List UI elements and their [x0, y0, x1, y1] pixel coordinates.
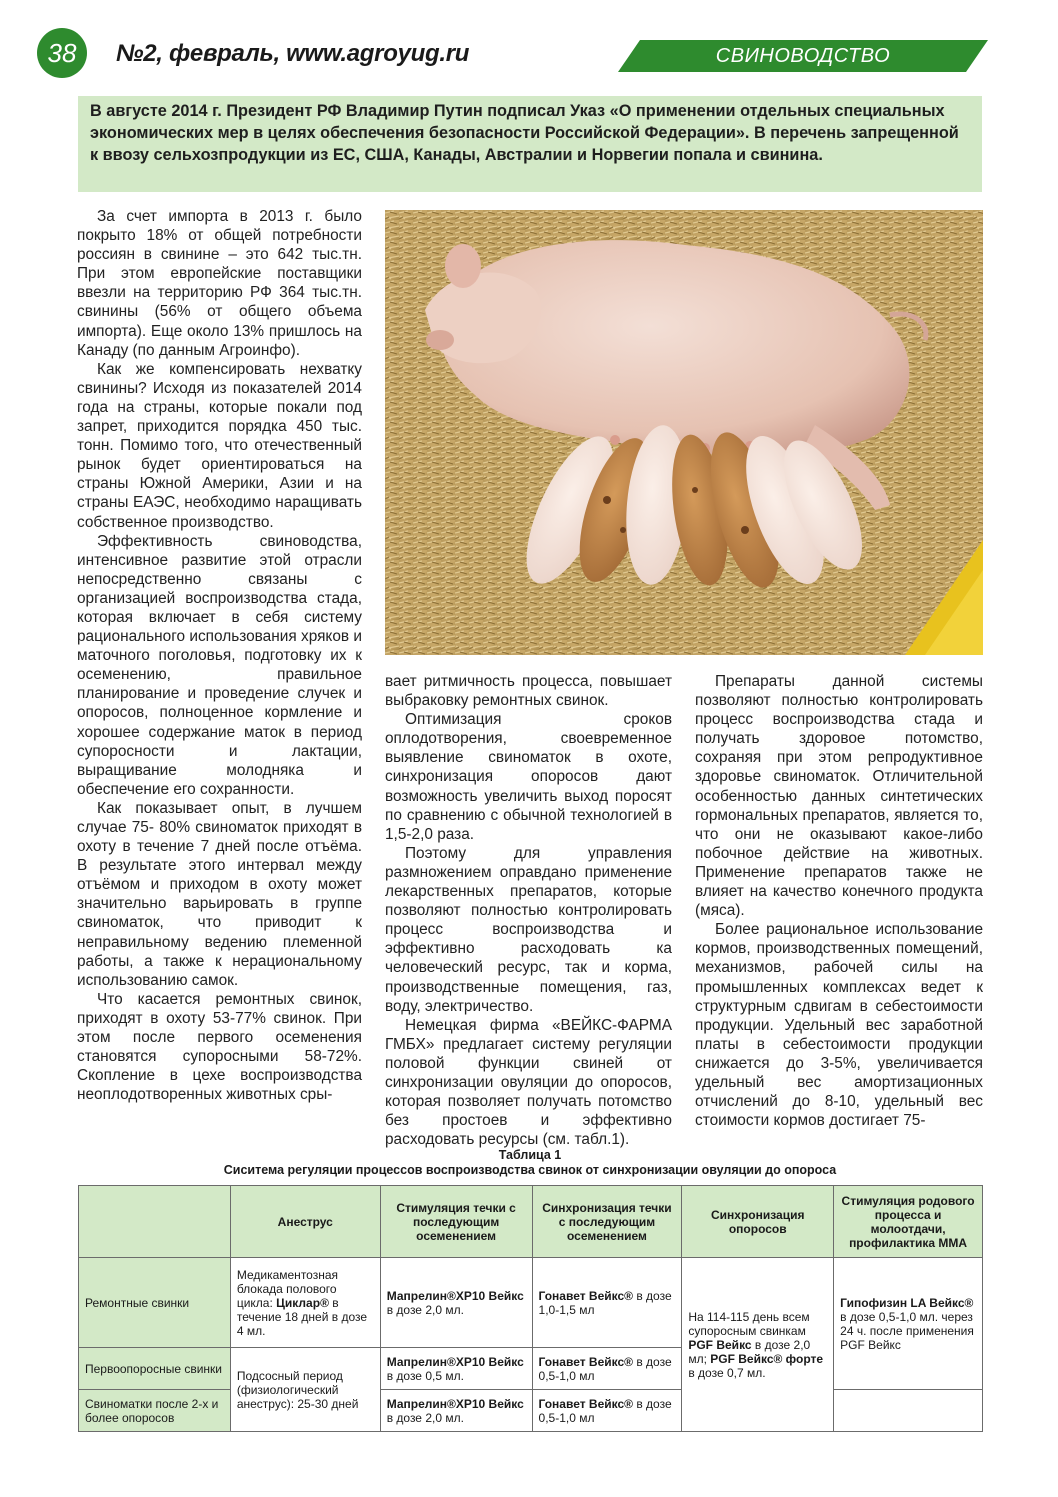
- dose-text: в дозе 0,5 мл.: [386, 1368, 464, 1383]
- stimulation-cell: [380, 1348, 532, 1390]
- stimulation-cell: [380, 1390, 532, 1432]
- page-number: 38: [37, 28, 87, 78]
- farrowing-sync-cell: [682, 1258, 834, 1432]
- table-caption: [78, 1148, 982, 1178]
- drug-name: Мапрелин®XP10 Вейкс: [386, 1396, 524, 1411]
- cell-text: На 114-115 день всем супоросным свинкам: [688, 1309, 810, 1338]
- row-label: Свиноматки после 2-х и более опоросов: [79, 1390, 231, 1432]
- empty-cell: [834, 1390, 983, 1432]
- header-cell: [79, 1186, 231, 1258]
- paragraph: Как показывает опыт, в лучшем случае 75- 80% свиноматок приходят в охоту в течение 7 дней после отъёма. В результате этого интервал между отъёмом и приходом в охоту может значительно варьировать в группе свиноматок, что приводит к неправильному ведению племенной работы, а также к нерациональному использованию самок.: [77, 799, 362, 989]
- drug-name: Гонавет Вейкс®: [538, 1354, 633, 1369]
- header-cell: Стимуляция течки с последующим осеменением: [380, 1186, 532, 1258]
- table-title: Сиситема регуляции процессов воспроизводства свинок от синхронизации овуляции до опороса: [223, 1163, 837, 1177]
- table-row: [79, 1390, 983, 1432]
- anestrus-cell: [230, 1258, 380, 1348]
- dose-text: в дозе 2,0 мл.: [386, 1410, 464, 1425]
- section-title: СВИНОВОДСТВО: [715, 44, 891, 67]
- cell-text: в дозе 0,5-1,0 мл. через 24 ч. после применения PGF Вейкс: [840, 1309, 974, 1352]
- drug-name: Гипофизин LA Вейкс®: [840, 1295, 974, 1310]
- table-header-row: [79, 1186, 983, 1258]
- drug-name: PGF Вейкс® форте: [710, 1351, 824, 1366]
- header-cell: Синхронизация течки с последующим осеменением: [532, 1186, 682, 1258]
- mma-cell: [834, 1258, 983, 1390]
- sync-cell: [532, 1348, 682, 1390]
- column-3: [695, 672, 983, 1130]
- sync-cell: [532, 1390, 682, 1432]
- column-1: [77, 207, 362, 1104]
- cell-text: в дозе 0,7 мл.: [688, 1365, 766, 1380]
- paragraph: Что касается ремонтных свинок, приходят в охоту 53-77% свинок. При этом после первого осеменения становятся супоросными 58-72%. Скопление в цехе воспроизводства неоплодотворенных животных сры-: [77, 990, 362, 1104]
- issue-line: №2, февраль, www.agroyug.ru: [116, 40, 470, 67]
- sync-cell: [532, 1258, 682, 1348]
- stimulation-cell: [380, 1258, 532, 1348]
- paragraph: Препараты данной системы позволяют полностью контролировать процесс воспроизводства стада и получать здоровое потомство, сохраняя при этом репродуктивное здоровье свиноматок. Отличительной особенностью данных синтетических гормональных препаратов, является то, что они не оказывают какое-либо побочное действие на животных. Применение препаратов также не влияет на качество конечного продукта (мяса).: [695, 673, 983, 920]
- drug-name: Гонавет Вейкс®: [538, 1288, 633, 1303]
- dose-text: в дозе 2,0 мл.: [386, 1302, 464, 1317]
- paragraph: За счет импорта в 2013 г. было покрыто 18% от общей потребности россиян в свинине – это 642 тыс.тн. При этом европейские поставщики ввезли на территорию РФ 364 тыс.тн. свинины (56% от общего объема импорта). Еще около 13% пришлось на Канаду (по данным Агроинфо).: [77, 208, 362, 359]
- paragraph: Эффективность свиноводства, интенсивное развитие этой отрасли непосредственно связаны с организацией воспроизводства стада, которая включает в себя систему рационального использования хряков и маточного поголовья, подготовку их к осеменению, правильное планирование и проведение случек и опоросов, полноценное кормление и хорошее содержание маток в период супоросности и лактации, выращивание молодняка и обеспечение его сохранности.: [77, 532, 362, 798]
- drug-name: Мапрелин®XP10 Вейкс: [386, 1354, 524, 1369]
- lead-box: [78, 96, 982, 192]
- pig-photo: [385, 210, 983, 655]
- header-cell: Анеструс: [230, 1186, 380, 1258]
- drug-name: PGF Вейкс: [688, 1337, 752, 1352]
- paragraph: Поэтому для управления размножением оправдано применение лекарственных препаратов, которые позволяют полностью контролировать процесс воспроизводства и эффективно расходовать ка человеческий ресурс, так и корма, производственные помещения, газ, воду, электричество.: [385, 844, 672, 1015]
- anestrus-cell: Подсосный период (физиологический анеструс): 25-30 дней: [230, 1348, 380, 1432]
- cell-text: Медикаментозная блокада полового цикла:: [236, 1267, 339, 1310]
- cell-text: в течение 18 дней в дозе 4 мл.: [236, 1295, 368, 1338]
- row-label: Первоопоросные свинки: [79, 1348, 231, 1390]
- paragraph: вает ритмичность процесса, повышает выбраковку ремонтных свинок.: [385, 673, 672, 710]
- dose-text: в дозе 0,5-1,0 мл: [538, 1354, 672, 1383]
- paragraph: Как же компенсировать нехватку свинины? Исходя из показателей 2014 года на страны, которые покали под запрет, приходится порядка 450 тыс. тонн. Помимо того, что отечественный рынок будет ориентироваться на страны Южной Америки, Азии и на страны ЕАЭС, необходимо наращивать собственное производство.: [77, 360, 362, 531]
- column-2: [385, 672, 672, 1149]
- dose-text: в дозе 1,0-1,5 мл: [538, 1288, 672, 1317]
- table-row: [79, 1258, 983, 1348]
- drug-name: Мапрелин®XP10 Вейкс: [386, 1288, 524, 1303]
- header-cell: Синхронизация опоросов: [682, 1186, 834, 1258]
- paragraph: Оптимизация сроков оплодотворения, своевременное выявление свиноматок в охоте, синхронизация опоросов дают возможность увеличить выход поросят по сравнению с обычной технологией в 1,5-2,0 раза.: [385, 711, 672, 843]
- header-cell: Стимуляция родового процесса и молоотдачи, профилактика ММА: [834, 1186, 983, 1258]
- paragraph: Более рациональное использование кормов, производственных помещений, механизмов, рабочей силы на промышленных комплексах ведет к структурным сдвигам в себестоимости продукции. Удельный вес заработной платы в себестоимости продукции снижается до 3-5%, увеличивается удельный вес амортизационных отчислений до 8-10, удельный вес стоимости кормов достигает 75-: [695, 921, 983, 1130]
- drug-name: Циклар®: [276, 1295, 329, 1310]
- drug-name: Гонавет Вейкс®: [538, 1396, 633, 1411]
- table-label: Таблица 1: [498, 1148, 562, 1162]
- dose-text: в дозе 0,5-1,0 мл: [538, 1396, 672, 1425]
- cell-text: в дозе 2,0 мл;: [688, 1337, 811, 1366]
- regulation-table: [78, 1185, 983, 1432]
- row-label: Ремонтные свинки: [79, 1258, 231, 1348]
- lead-text: В августе 2014 г. Президент РФ Владимир Путин подписал Указ «О применении отдельных специальных экономических мер в целях обеспечения безопасности Российской Федерации». В перечень запрещенной к ввозу сельхозпродукции из ЕС, США, Канады, Австралии и Норвегии попала и свинина.: [90, 102, 959, 164]
- paragraph: Немецкая фирма «ВЕЙКС-ФАРМА ГМБХ» предлагает систему регуляции половой функции свиней от синхронизации овуляции до опоросов, которая позволяет получать потомство без простоев и эффективно расходовать ресурсы (см. табл.1).: [385, 1016, 672, 1149]
